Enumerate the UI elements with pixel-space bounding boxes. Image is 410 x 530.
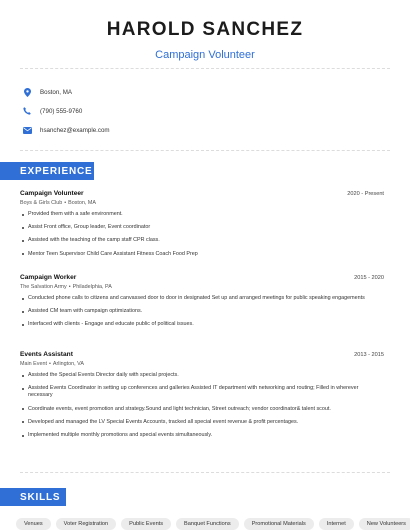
job-dates: 2020 - Present bbox=[347, 191, 384, 197]
job-bullets bbox=[20, 372, 384, 439]
divider bbox=[20, 472, 390, 473]
job-bullets bbox=[20, 211, 384, 258]
list-item: Assist Front office, Group leader, Event coordinator bbox=[20, 224, 384, 231]
list-item: Assisted with the teaching of the camp staff CPR class. bbox=[20, 237, 384, 244]
divider bbox=[20, 150, 390, 151]
job-entry bbox=[20, 190, 384, 258]
location-text: Boston, MA bbox=[40, 88, 72, 96]
skills-list bbox=[16, 518, 410, 530]
section-heading-experience: EXPERIENCE bbox=[0, 162, 94, 180]
job-organization: Boys & Girls Club • Boston, MA bbox=[20, 200, 97, 206]
job-dates: 2015 - 2020 bbox=[354, 275, 384, 281]
skill-chip: Internet bbox=[319, 518, 354, 530]
list-item: Developed and managed the LV Special Events Accounts, tracked all special event revenue & profit percentages. bbox=[20, 419, 384, 426]
contact-phone bbox=[22, 102, 110, 120]
job-entry bbox=[20, 351, 384, 439]
phone-text: (790) 555-9760 bbox=[40, 107, 83, 115]
list-item: Assisted the Special Events Director daily with special projects. bbox=[20, 372, 384, 379]
job-organization: The Salvation Army • Philadelphia, PA bbox=[20, 284, 112, 290]
skill-chip: Voter Registration bbox=[56, 518, 116, 530]
skill-chip: Promotional Materials bbox=[244, 518, 314, 530]
list-item: Interfaced with clients - Engage and educate public of political issues. bbox=[20, 321, 384, 328]
contact-location bbox=[22, 83, 110, 101]
resume-header bbox=[0, 0, 410, 61]
phone-icon bbox=[22, 106, 32, 116]
candidate-name: HAROLD SANCHEZ bbox=[106, 19, 304, 40]
list-item: Mentor Teen Supervisor Child Care Assistant Fitness Coach Food Prep bbox=[20, 251, 384, 258]
skill-chip: New Volunteers bbox=[359, 518, 410, 530]
list-item: Conducted phone calls to citizens and canvassed door to door in designated Set up and arranged meetings for public speaking engagements bbox=[20, 295, 384, 302]
job-dates: 2013 - 2015 bbox=[354, 352, 384, 358]
job-bullets bbox=[20, 295, 384, 329]
section-heading-skills: SKILLS bbox=[0, 488, 66, 506]
skill-chip: Public Events bbox=[121, 518, 171, 530]
job-title: Events Assistant bbox=[20, 351, 73, 358]
email-text[interactable]: hsanchez@example.com bbox=[40, 126, 110, 134]
candidate-title: Campaign Volunteer bbox=[155, 49, 255, 61]
contact-list bbox=[22, 83, 110, 140]
job-entry bbox=[20, 274, 384, 329]
list-item: Assisted Events Coordinator in setting up conferences and galleries Assisted IT department with networking and routing; Filled in wherever necessary bbox=[20, 385, 384, 399]
location-pin-icon bbox=[22, 87, 32, 97]
list-item: Implemented multiple monthly promotions and special events simultaneously. bbox=[20, 432, 384, 439]
list-item: Coordinate events, event promotion and strategy.Sound and light technician, Street outreach; vendor coordinator& talent scout. bbox=[20, 406, 384, 413]
contact-email bbox=[22, 121, 110, 139]
job-title: Campaign Volunteer bbox=[20, 190, 84, 197]
list-item: Provided them with a safe environment. bbox=[20, 211, 384, 218]
skill-chip: Banquet Functions bbox=[176, 518, 239, 530]
envelope-icon bbox=[22, 125, 32, 135]
list-item: Assisted CM team with campaign optimizations. bbox=[20, 308, 384, 315]
job-organization: Main Event • Arlington, VA bbox=[20, 361, 84, 367]
skill-chip: Venues bbox=[16, 518, 51, 530]
job-title: Campaign Worker bbox=[20, 274, 77, 281]
divider bbox=[20, 68, 390, 69]
